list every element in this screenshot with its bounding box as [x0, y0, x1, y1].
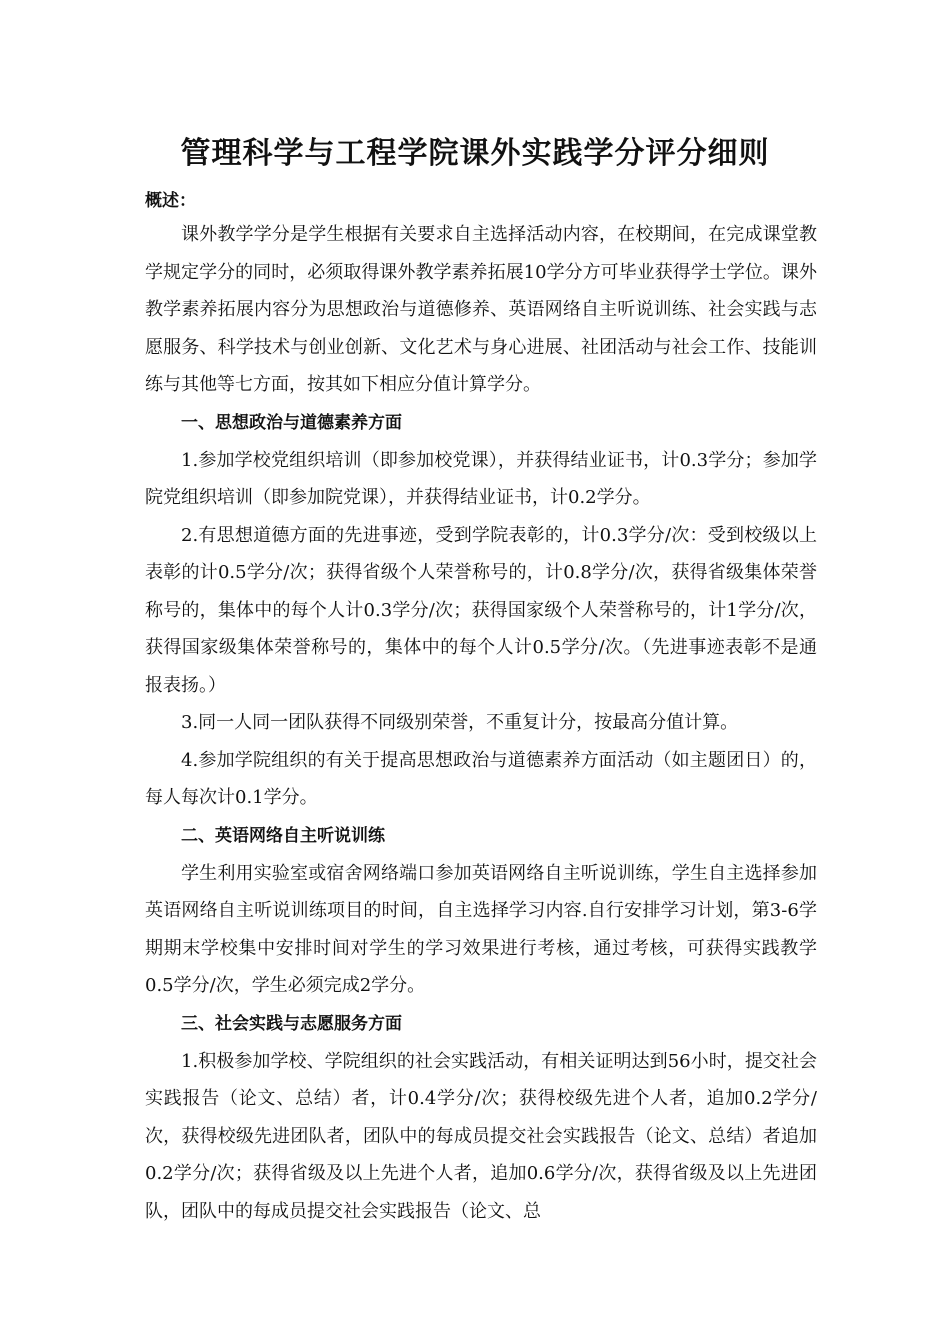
section-1-item-4: 4.参加学院组织的有关于提高思想政治与道德素养方面活动（如主题团日）的，每人每次计0.1学分。 [145, 749, 817, 808]
overview-label: 概述： [145, 191, 196, 211]
section-1-heading: 一、思想政治与道德素养方面 [181, 412, 402, 433]
section-3-heading: 三、社会实践与志愿服务方面 [181, 1013, 402, 1034]
section-2-heading: 二、英语网络自主听说训练 [181, 825, 385, 846]
section-1-item-1: 1.参加学校党组织培训（即参加校党课），并获得结业证书，计0.3学分；参加学院党组织培训（即参加院党课），并获得结业证书，计0.2学分。 [145, 449, 817, 508]
document-title: 管理科学与工程学院课外实践学分评分细则 [180, 136, 770, 171]
section-2-paragraph: 学生利用实验室或宿舍网络端口参加英语网络自主听说训练，学生自主选择参加英语网络自主听说训练项目的时间，自主选择学习内容.自行安排学习计划，第3-6学期期末学校集中安排时间对学生的学习效果进行考核，通过考核，可获得实践教学0.5学分/次，学生必须完成2学分。 [145, 862, 817, 996]
section-1-item-3: 3.同一人同一团队获得不同级别荣誉，不重复计分，按最高分值计算。 [181, 712, 739, 733]
section-3-item-1: 1.积极参加学校、学院组织的社会实践活动，有相关证明达到56小时，提交社会实践报告（论文、总结）者，计0.4学分/次；获得校级先进个人者，追加0.2学分/次，获得校级先进团队者，团队中的每成员提交社会实践报告（论文、总结）者追加0.2学分/次；获得省级及以上先进个人者，追加0.6学分/次，获得省级及以上先进团队，团队中的每成员提交社会实践报告（论文、总 [145, 1050, 817, 1222]
document-body [145, 186, 817, 1230]
section-1-item-2: 2.有思想道德方面的先进事迹，受到学院表彰的，计0.3学分/次：受到校级以上表彰的计0.5学分/次；获得省级个人荣誉称号的，计0.8学分/次，获得省级集体荣誉称号的，集体中的每个人计0.3学分/次；获得国家级个人荣誉称号的，计1学分/次，获得国家级集体荣誉称号的，集体中的每个人计0.5学分/次。（先进事迹表彰不是通报表扬。） [145, 524, 817, 696]
overview-paragraph: 课外教学学分是学生根据有关要求自主选择活动内容，在校期间，在完成课堂教学规定学分的同时，必须取得课外教学素养拓展10学分方可毕业获得学士学位。课外教学素养拓展内容分为思想政治与道德修养、英语网络自主听说训练、社会实践与志愿服务、科学技术与创业创新、文化艺术与身心进展、社团活动与社会工作、技能训练与其他等七方面，按其如下相应分值计算学分。 [145, 224, 817, 395]
